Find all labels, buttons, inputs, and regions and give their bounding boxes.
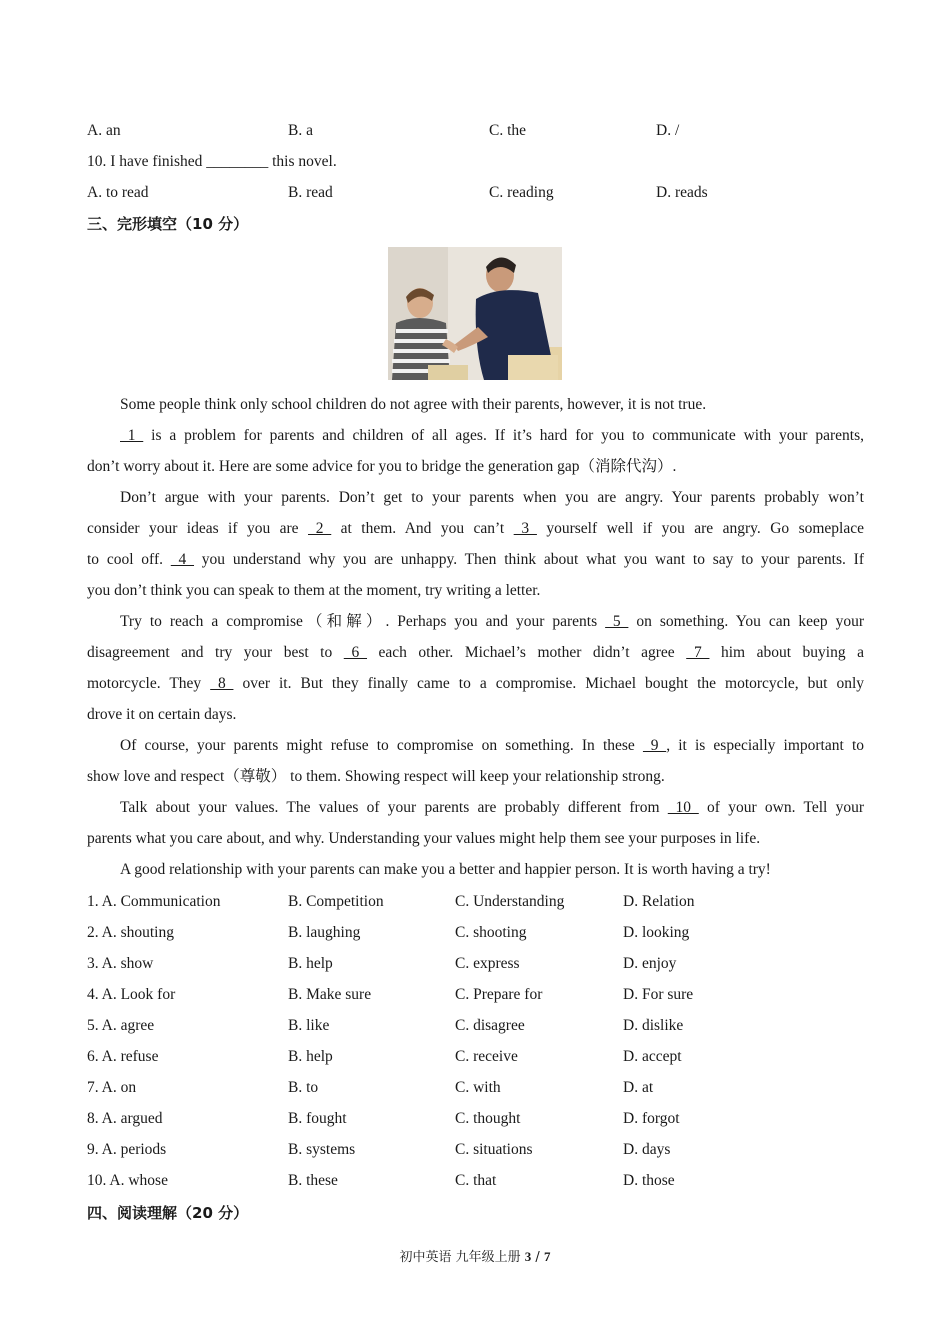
cloze-blank-7: 7 [686, 644, 710, 661]
passage-p3-line4: you don’t think you can speak to them at the moment, try writing a letter. [87, 582, 541, 599]
cloze-blank-1: 1 [120, 427, 144, 444]
cloze-option-row [0, 891, 950, 913]
cloze-option-c: C. thought [455, 1110, 521, 1127]
cloze-option-c: C. that [455, 1172, 497, 1189]
passage-p4-line3: motorcycle. They 8 over it. But they finally came to a compromise. Michael bought the motorcycle, but only [87, 673, 864, 695]
q10-option-c: C. reading [489, 184, 554, 201]
cloze-blank-5: 5 [605, 613, 629, 630]
section-3-title: 三、完形填空（10 分） [87, 215, 249, 233]
passage-p3-line1: Don’t argue with your parents. Don’t get to your parents when you are angry. Your parents probably won’t [120, 489, 864, 506]
cloze-option-d: D. those [623, 1172, 675, 1189]
passage-p7: A good relationship with your parents can make you a better and happier person. It is worth having a try! [120, 861, 771, 878]
passage-p2-line1: 1 is a problem for parents and children of all ages. If it’s hard for you to communicate with your parents, [120, 425, 864, 447]
cloze-option-b: B. these [288, 1172, 338, 1189]
cloze-blank-2: 2 [308, 520, 332, 537]
passage-p3-line2: consider your ideas if you are 2 at them. And you can’t 3 yourself well if you are angry. Go someplace [87, 518, 864, 540]
q9-options-row [0, 120, 950, 142]
cloze-option-a: 6. A. refuse [87, 1048, 159, 1065]
cloze-option-a: 3. A. show [87, 955, 154, 972]
q9-option-d: D. / [656, 122, 680, 139]
cloze-option-c: C. receive [455, 1048, 518, 1065]
cloze-option-d: D. dislike [623, 1017, 684, 1034]
page-total: 7 [543, 1249, 551, 1264]
cloze-option-b: B. Make sure [288, 986, 372, 1003]
cloze-blank-6: 6 [343, 644, 368, 661]
cloze-option-a: 1. A. Communication [87, 893, 221, 910]
passage-p2-line2: don’t worry about it. Here are some advice for you to bridge the generation gap（消除代沟）. [87, 458, 677, 475]
cloze-option-d: D. days [623, 1141, 671, 1158]
passage-p1: Some people think only school children do not agree with their parents, however, it is not true. [120, 396, 707, 413]
cloze-option-d: D. enjoy [623, 955, 677, 972]
cloze-option-row [0, 1046, 950, 1068]
passage-p4-line2: disagreement and try your best to 6 each other. Michael’s mother didn’t agree 7 him about buying a [87, 642, 864, 664]
cloze-option-d: D. For sure [623, 986, 694, 1003]
page-footer: 初中英语 九年级上册 3 / 7 [399, 1249, 551, 1265]
passage-p5-line1: Of course, your parents might refuse to compromise on something. In these 9 , it is especially important to [120, 735, 864, 757]
q10-option-b: B. read [288, 184, 333, 201]
cloze-option-d: D. at [623, 1079, 654, 1096]
cloze-option-c: C. disagree [455, 1017, 525, 1034]
cloze-option-row [0, 1139, 950, 1161]
cloze-option-b: B. Competition [288, 893, 384, 910]
cloze-option-b: B. systems [288, 1141, 356, 1158]
cloze-option-c: C. express [455, 955, 520, 972]
cloze-option-b: B. like [288, 1017, 330, 1034]
cloze-option-row [0, 922, 950, 944]
cloze-option-b: B. fought [288, 1110, 347, 1127]
cloze-option-c: C. situations [455, 1141, 533, 1158]
q10-options-row [0, 182, 950, 204]
cloze-option-row [0, 1170, 950, 1192]
passage-p6-line2: parents what you care about, and why. Understanding your values might help them see your purposes in life. [87, 830, 761, 847]
cloze-option-a: 4. A. Look for [87, 986, 176, 1003]
cloze-option-c: C. with [455, 1079, 501, 1096]
q10-blank: ________ [206, 153, 269, 170]
cloze-blank-10: 10 [667, 799, 699, 816]
passage-p4-line4: drove it on certain days. [87, 706, 237, 723]
father-son-photo [388, 247, 562, 380]
cloze-blank-4: 4 [170, 551, 195, 568]
q9-option-a: A. an [87, 122, 121, 139]
cloze-option-a: 8. A. argued [87, 1110, 163, 1127]
cloze-option-a: 5. A. agree [87, 1017, 155, 1034]
cloze-option-d: D. looking [623, 924, 690, 941]
cloze-option-b: B. to [288, 1079, 319, 1096]
q10-option-a: A. to read [87, 184, 149, 201]
cloze-option-d: D. forgot [623, 1110, 680, 1127]
cloze-option-b: B. laughing [288, 924, 361, 941]
section-4-title: 四、阅读理解（20 分） [87, 1204, 249, 1222]
cloze-option-d: D. accept [623, 1048, 682, 1065]
cloze-blank-9: 9 [642, 737, 667, 754]
cloze-option-c: C. Understanding [455, 893, 565, 910]
cloze-blank-3: 3 [513, 520, 537, 537]
q10-question: 10. I have finished ________ this novel. [87, 153, 337, 170]
cloze-option-row [0, 953, 950, 975]
cloze-option-row [0, 1015, 950, 1037]
cloze-option-b: B. help [288, 955, 333, 972]
passage-p5-line2: show love and respect（尊敬） to them. Showing respect will keep your relationship strong. [87, 768, 665, 785]
cloze-blank-8: 8 [210, 675, 234, 692]
cloze-option-a: 7. A. on [87, 1079, 137, 1096]
passage-p4-line1: Try to reach a compromise（和解）. Perhaps you and your parents 5 on something. You can keep your [120, 611, 864, 633]
q9-option-b: B. a [288, 122, 313, 139]
passage-p6-line1: Talk about your values. The values of your parents are probably different from 10 of your own. Tell your [120, 797, 864, 819]
cloze-option-row [0, 984, 950, 1006]
cloze-option-a: 2. A. shouting [87, 924, 174, 941]
cloze-option-row [0, 1077, 950, 1099]
father-son-illustration [388, 247, 562, 380]
passage-p3-line3: to cool off. 4 you understand why you are unhappy. Then think about what you want to say to your parents. If [87, 549, 864, 571]
cloze-option-a: 9. A. periods [87, 1141, 167, 1158]
cloze-option-row [0, 1108, 950, 1130]
q9-option-c: C. the [489, 122, 527, 139]
cloze-option-c: C. shooting [455, 924, 527, 941]
cloze-option-a: 10. A. whose [87, 1172, 168, 1189]
q10-option-d: D. reads [656, 184, 708, 201]
page-number: 3 [524, 1249, 532, 1264]
cloze-option-d: D. Relation [623, 893, 695, 910]
cloze-option-b: B. help [288, 1048, 333, 1065]
cloze-option-c: C. Prepare for [455, 986, 543, 1003]
